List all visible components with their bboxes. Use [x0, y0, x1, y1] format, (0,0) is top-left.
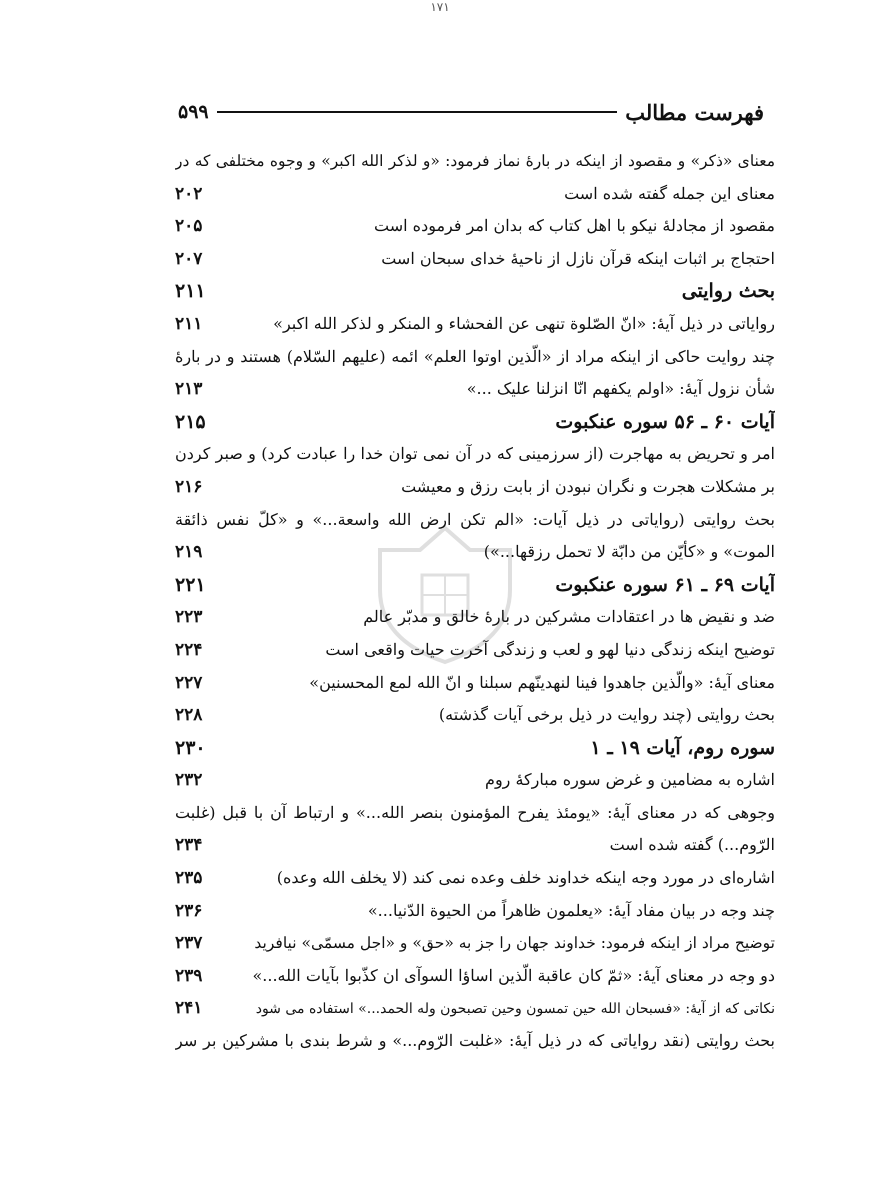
toc-entry [175, 406, 775, 439]
toc-entry-page-number: ۲۱۱ [175, 313, 203, 334]
running-header [178, 98, 764, 126]
toc-entry-text: توضیح مراد از اینکه فرمود: خداوند جهان را جز به «حق» و «اجل مسمّی» نیافرید [254, 934, 775, 953]
toc-entry-text: توضیح اینکه زندگی دنیا لهو و لعب و زندگی آخرت حیات واقعی است [325, 639, 775, 659]
toc-entry [175, 829, 775, 862]
toc-entry [175, 732, 775, 765]
toc-entry [175, 438, 775, 471]
toc-entry [175, 178, 775, 211]
toc-entry [175, 1025, 775, 1058]
toc-entry [175, 308, 775, 341]
toc-entry-text: امر و تحریض به مهاجرت (از سرزمینی که در آن نمی توان خدا را عبادت کرد) و صبر کردن [175, 444, 775, 464]
toc-entry-page-number: ۲۱۶ [175, 476, 203, 497]
toc-entry [175, 373, 775, 406]
toc-entry [175, 569, 775, 602]
toc-entry-page-number: ۲۴۱ [175, 998, 203, 1019]
header-page-number: ۵۹۹ [178, 101, 209, 123]
toc-entry-text: بحث روایتی (روایاتی در ذیل آیات: «الم تکن ارض الله واسعة...» و «کلّ نفس ذائقة [175, 509, 775, 529]
toc-entry-text: دو وجه در معنای آیهٔ: «ثمّ کان عاقبة الّذین اساؤا السوآی ان کذّبوا بآیات الله...» [252, 965, 775, 985]
toc-entry [175, 634, 775, 667]
toc-entry-page-number: ۲۰۵ [175, 216, 203, 237]
toc-entry-text: بحث روایتی [681, 280, 775, 303]
toc-entry-text: نکاتی که از آیهٔ: «فسبحان الله حین تمسون وحین تصبحون وله الحمد...» استفاده می شود [255, 1001, 775, 1018]
toc-entry-text: الرّوم...) گفته شده است [609, 835, 775, 855]
toc-entry-page-number: ۲۱۳ [175, 379, 203, 400]
toc-entry-page-number: ۲۳۵ [175, 868, 203, 889]
toc-entry-text: آیات ۶۰ ـ ۵۶ سوره عنکبوت [555, 410, 775, 433]
toc-entry [175, 797, 775, 830]
toc-entry-page-number: ۲۳۶ [175, 900, 203, 921]
toc-entry-text: وجوهی که در معنای آیهٔ: «یومئذ یفرح المؤمنون بنصر الله...» و ارتباط آن با قبل (غلبت [175, 802, 775, 822]
toc-entry-page-number: ۲۳۰ [175, 736, 206, 759]
toc-entry-page-number: ۲۳۴ [175, 835, 203, 856]
toc-entry-page-number: ۲۲۳ [175, 607, 203, 628]
toc-entry-text: اشاره‌ای در مورد وجه اینکه خداوند خلف وعده نمی کند (لا یخلف الله وعده) [276, 868, 775, 888]
toc-entry-page-number: ۲۳۹ [175, 965, 203, 986]
toc-entry [175, 601, 775, 634]
toc-entry-text: آیات ۶۹ ـ ۶۱ سوره عنکبوت [555, 573, 775, 596]
toc-entry [175, 243, 775, 276]
toc-entry-page-number: ۲۰۷ [175, 248, 203, 269]
toc-list [175, 145, 775, 1058]
toc-entry-text: بحث روایتی (نقد روایاتی که در ذیل آیهٔ: «غلبت الرّوم...» و شرط بندی با مشرکین بر سر [175, 1031, 775, 1051]
toc-entry-page-number: ۲۱۵ [175, 410, 206, 433]
toc-entry-text: الموت» و «کأیّن من دابّة لا تحمل رزقها...») [483, 542, 775, 562]
toc-entry [175, 862, 775, 895]
header-title: فهرست مطالب [625, 99, 764, 125]
toc-entry-page-number: ۲۲۴ [175, 639, 203, 660]
toc-entry-text: معنای این جمله گفته شده است [564, 183, 775, 203]
header-rule [217, 111, 618, 113]
toc-entry-text: چند وجه در بیان مفاد آیهٔ: «یعلمون ظاهراً من الحیوة الدّنیا...» [367, 900, 775, 920]
toc-entry-text: چند روایت حاکی از اینکه مراد از «الّذین اوتوا العلم» ائمه (علیهم السّلام) هستند و در بارهٔ [175, 346, 775, 366]
toc-entry [175, 667, 775, 700]
toc-entry-page-number: ۲۱۱ [175, 280, 206, 303]
toc-entry-text: بر مشکلات هجرت و نگران نبودن از بابت رزق و معیشت [401, 476, 775, 496]
toc-entry [175, 145, 775, 178]
toc-entry [175, 210, 775, 243]
toc-entry [175, 504, 775, 537]
toc-entry [175, 764, 775, 797]
toc-entry-page-number: ۲۲۷ [175, 672, 203, 693]
toc-entry-page-number: ۲۳۲ [175, 770, 203, 791]
toc-entry-text: شأن نزول آیهٔ: «اولم یکفهم انّا انزلنا علیک ...» [466, 379, 775, 399]
toc-entry [175, 536, 775, 569]
toc-entry-text: معنای آیهٔ: «والّذین جاهدوا فینا لنهدینّهم سبلنا و انّ الله لمع المحسنین» [309, 672, 775, 692]
toc-entry [175, 927, 775, 960]
top-page-mark: ۱۷۱ [430, 0, 450, 14]
toc-entry-page-number: ۲۱۹ [175, 542, 203, 563]
toc-entry-page-number: ۲۲۱ [175, 573, 206, 596]
toc-entry-text: بحث روایتی (چند روایت در ذیل برخی آیات گذشته) [438, 705, 775, 725]
toc-entry-text: معنای «ذکر» و مقصود از اینکه در بارهٔ نماز فرمود: «و لذکر الله اکبر» و وجوه مختلفی که در [175, 152, 775, 170]
toc-entry-text: مقصود از مجادلهٔ نیکو با اهل کتاب که بدان امر فرموده است [374, 216, 775, 236]
toc-entry-text: ضد و نقیض ها در اعتقادات مشرکین در بارهٔ خالق و مدبّر عالم [363, 607, 775, 627]
toc-entry-text: اشاره به مضامین و غرض سوره مبارکهٔ روم [485, 770, 775, 790]
toc-entry-text: روایاتی در ذیل آیهٔ: «انّ الصّلوة تنهی عن الفحشاء و المنکر و لذکر الله اکبر» [273, 313, 775, 333]
toc-entry [175, 341, 775, 374]
toc-entry-text: احتجاج بر اثبات اینکه قرآن نازل از ناحیهٔ خدای سبحان است [381, 248, 775, 268]
toc-entry [175, 960, 775, 993]
toc-entry [175, 275, 775, 308]
toc-entry [175, 992, 775, 1025]
toc-entry-text: سوره روم، آیات ۱۹ ـ ۱ [590, 736, 775, 759]
toc-entry [175, 471, 775, 504]
toc-entry-page-number: ۲۳۷ [175, 933, 203, 954]
toc-entry [175, 699, 775, 732]
toc-entry-page-number: ۲۰۲ [175, 183, 203, 204]
toc-entry-page-number: ۲۲۸ [175, 705, 203, 726]
toc-entry [175, 895, 775, 928]
